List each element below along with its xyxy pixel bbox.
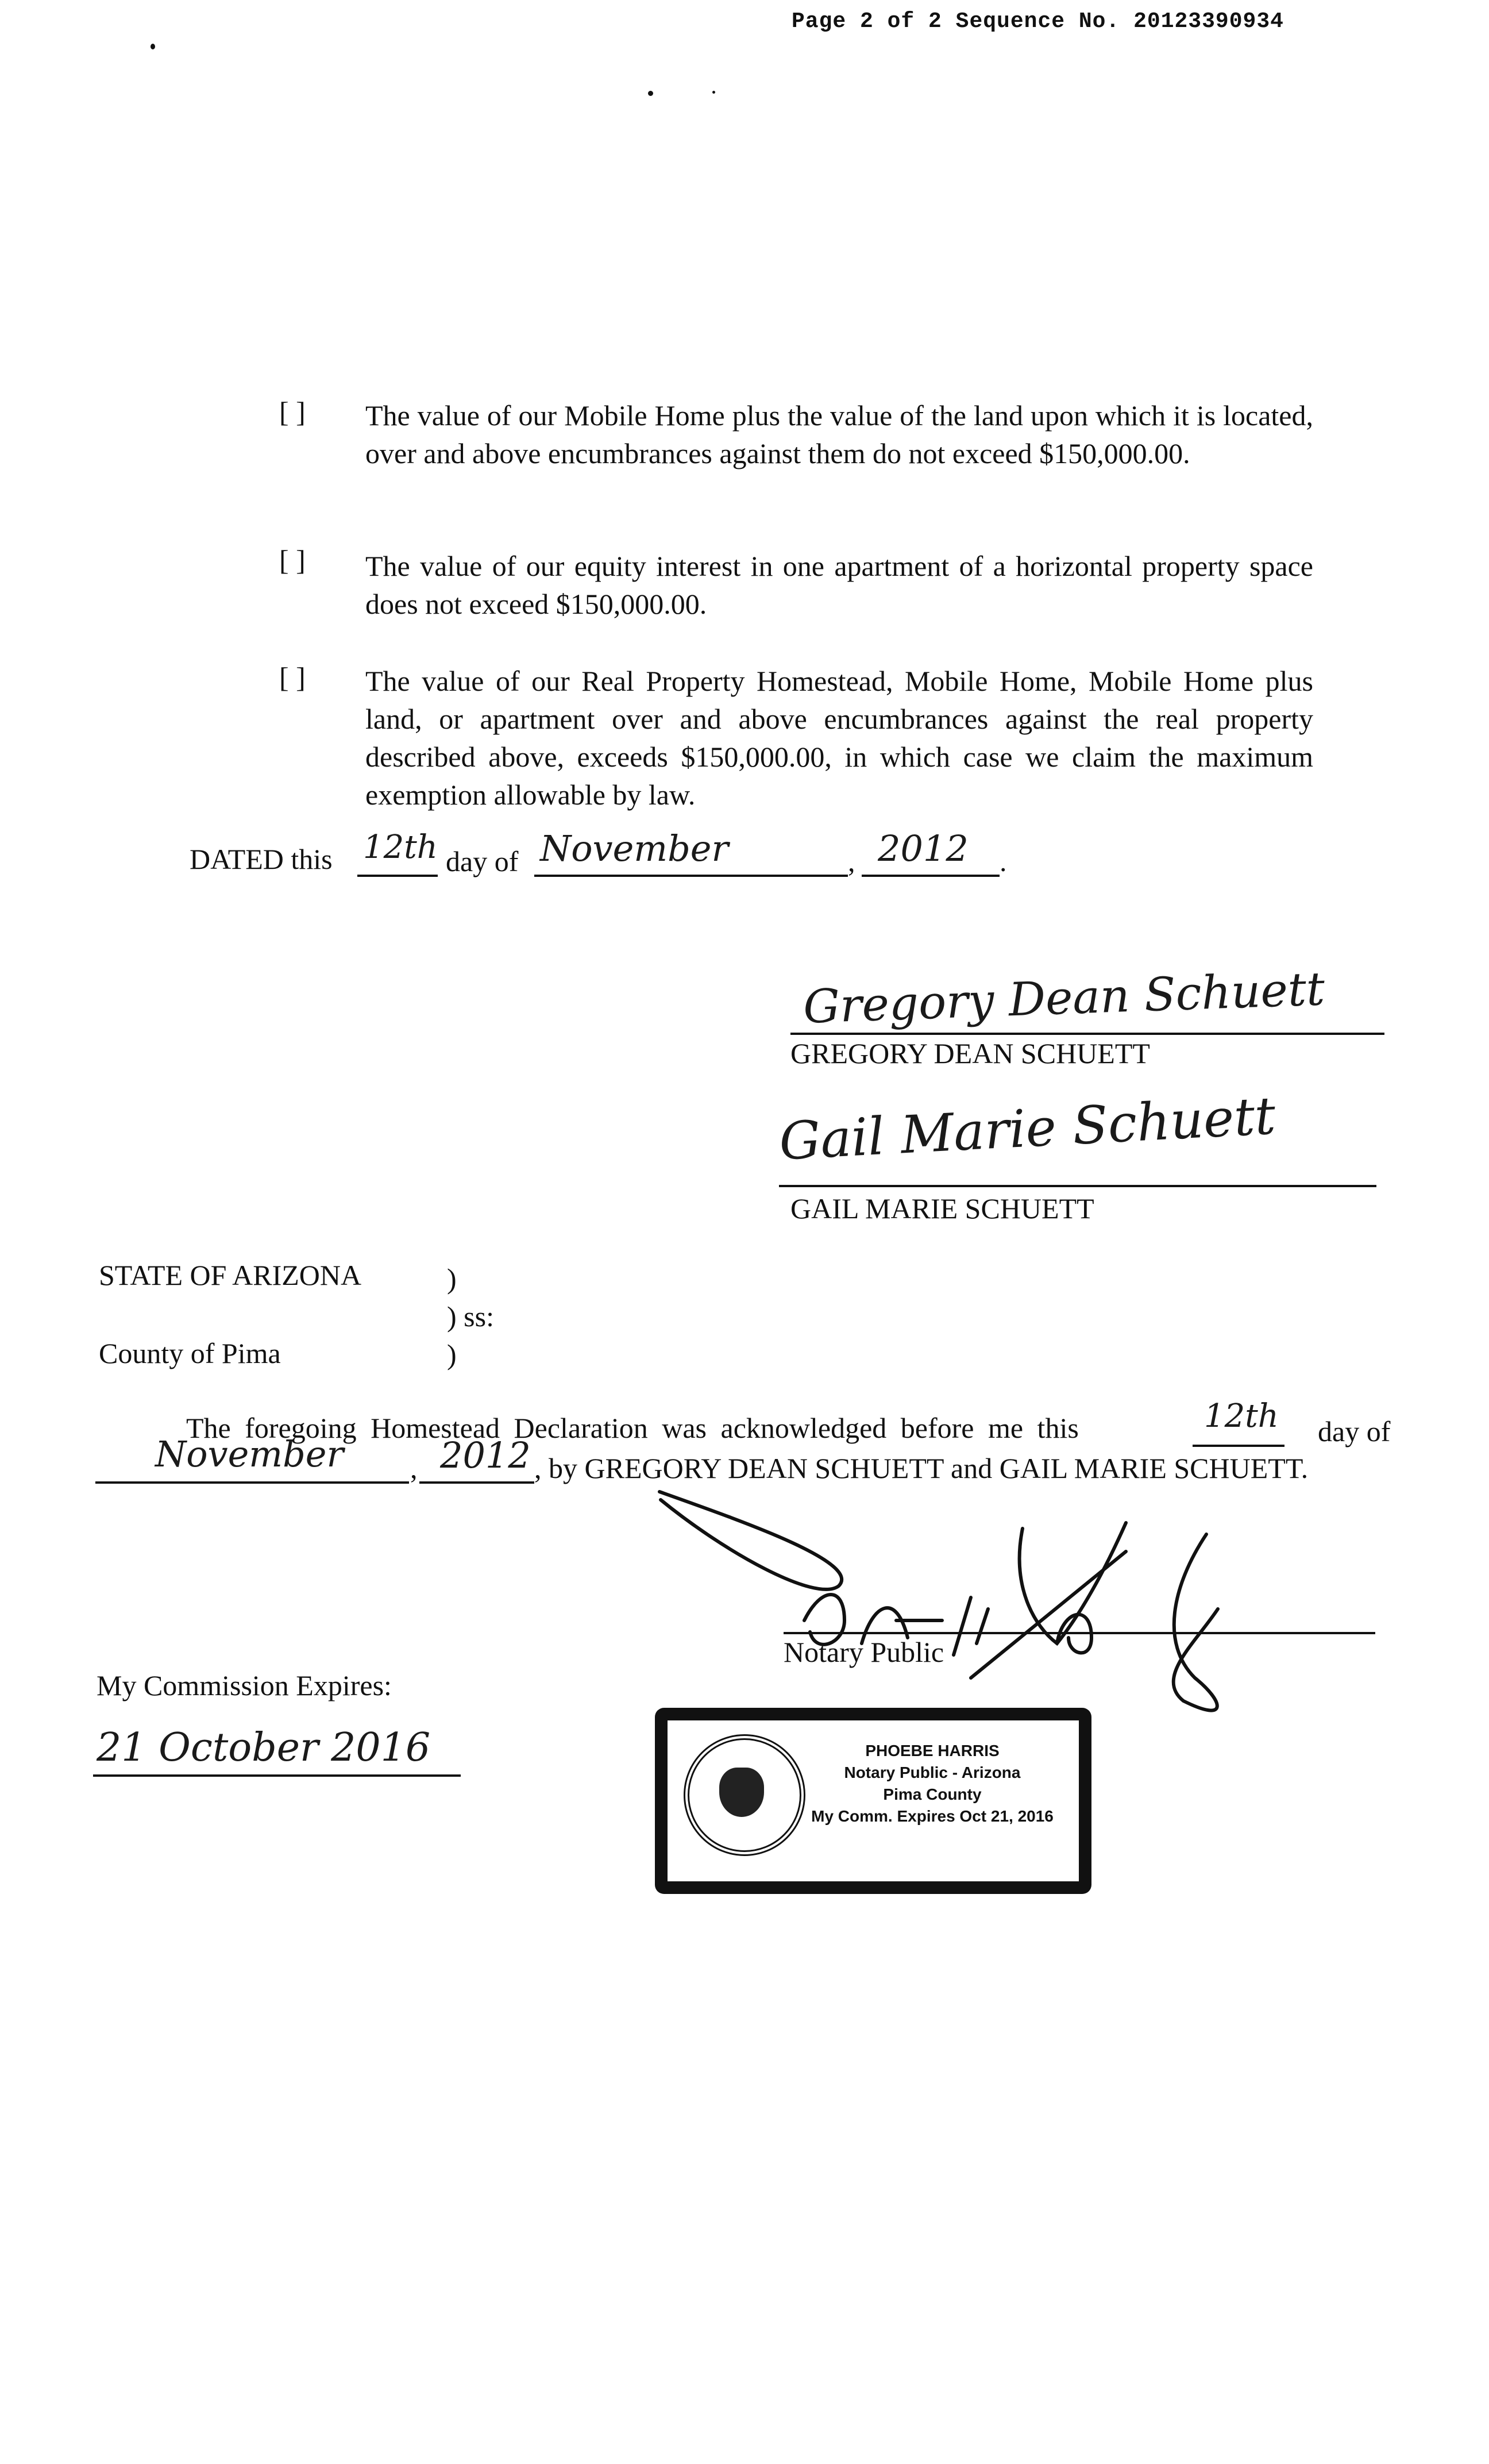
option-2-text: The value of our equity interest in one apartment of a horizontal property space does not exceed $150,000.00. bbox=[365, 550, 1313, 620]
option-2-checkbox: [ ] bbox=[279, 544, 306, 576]
option-3-text: The value of our Real Property Homestead, Mobile Home, Mobile Home plus land, or apartment over and above encumbrances against the real property described above, exceeds $150,000.00, in which case we claim the maximum exemption allowable by law. bbox=[365, 665, 1313, 811]
dated-month-handwritten: November bbox=[540, 827, 729, 869]
dated-year-handwritten: 2012 bbox=[878, 827, 969, 869]
acknowledgment-line1: The foregoing Homestead Declaration was acknowledged before me this bbox=[186, 1412, 1079, 1444]
stamp-notary-name: PHOEBE HARRIS bbox=[865, 1742, 1000, 1760]
signature-gail: Gail Marie Schuett bbox=[777, 1085, 1277, 1172]
page-sequence-header: Page 2 of 2 Sequence No. 20123390934 bbox=[792, 9, 1284, 34]
dated-period: . bbox=[1000, 845, 1007, 877]
ack-day-of: day of bbox=[1318, 1415, 1391, 1447]
dated-day-of: day of bbox=[446, 845, 519, 877]
venue-county: County of Pima bbox=[99, 1337, 281, 1369]
notary-seal bbox=[684, 1734, 805, 1856]
venue-state: STATE OF ARIZONA bbox=[99, 1259, 362, 1291]
dated-comma: , bbox=[848, 845, 855, 877]
ack-month-handwritten: November bbox=[155, 1433, 344, 1475]
stamp-county: Pima County bbox=[883, 1785, 982, 1803]
venue-paren-open: ) bbox=[447, 1262, 457, 1295]
commission-date-handwritten: 21 October 2016 bbox=[97, 1725, 431, 1770]
signer-name-gregory: GREGORY DEAN SCHUETT bbox=[790, 1037, 1150, 1069]
acknowledgment-line2: , by GREGORY DEAN SCHUETT and GAIL MARIE SCHUETT. bbox=[534, 1452, 1309, 1484]
option-1-text: The value of our Mobile Home plus the value of the land upon which it is located, over and above encumbrances against them do not exceed $150,000.00. bbox=[365, 399, 1313, 469]
stamp-text bbox=[803, 1740, 1062, 1827]
venue-paren-close: ) bbox=[447, 1338, 457, 1370]
option-3-checkbox: [ ] bbox=[279, 661, 306, 694]
dated-day-handwritten: 12th bbox=[363, 829, 438, 866]
dated-prefix: DATED this bbox=[190, 843, 333, 875]
seal-inner-emblem bbox=[719, 1768, 764, 1817]
signer-name-gail: GAIL MARIE SCHUETT bbox=[790, 1192, 1094, 1225]
notary-public-label: Notary Public bbox=[784, 1636, 944, 1668]
signature-gregory: Gregory Dean Schuett bbox=[802, 962, 1326, 1034]
option-1-checkbox: [ ] bbox=[279, 396, 306, 428]
ack-day-handwritten: 12th bbox=[1204, 1397, 1279, 1435]
stamp-expires: My Comm. Expires Oct 21, 2016 bbox=[811, 1807, 1054, 1825]
ack-year-handwritten: 2012 bbox=[440, 1434, 531, 1476]
stamp-title: Notary Public - Arizona bbox=[844, 1764, 1021, 1781]
commission-label: My Commission Expires: bbox=[97, 1669, 392, 1701]
ack-comma: , bbox=[410, 1452, 418, 1484]
venue-ss: ) ss: bbox=[447, 1300, 494, 1333]
notary-stamp bbox=[655, 1708, 1091, 1894]
